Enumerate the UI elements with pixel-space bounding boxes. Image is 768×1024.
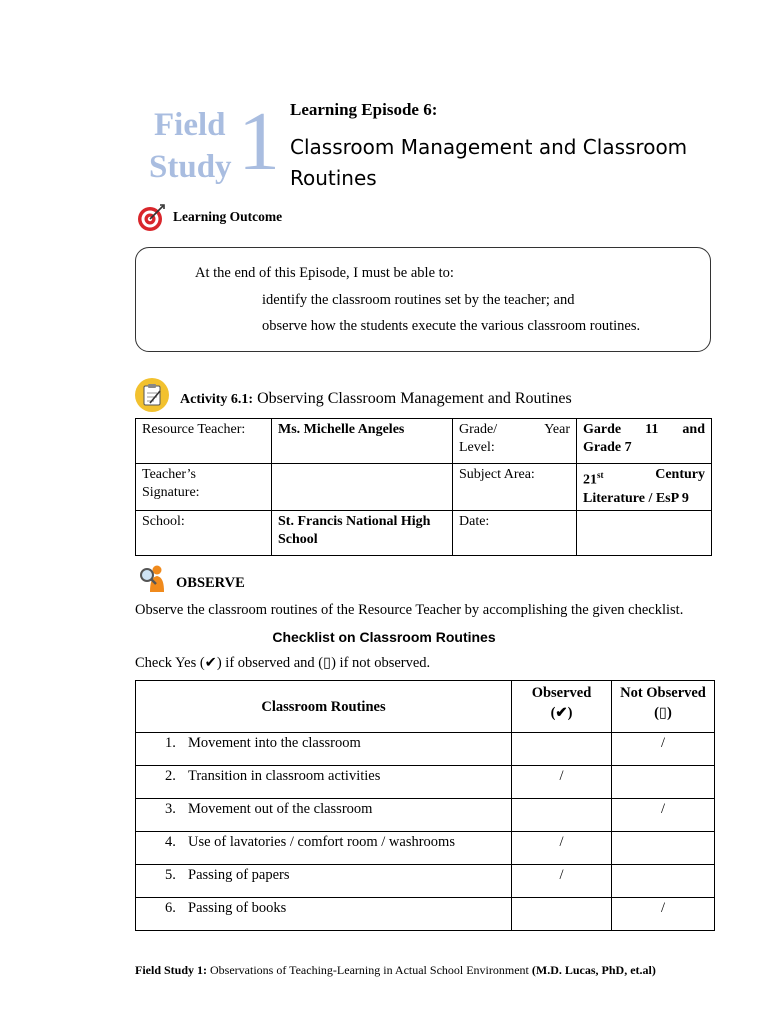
footer-text: Observations of Teaching-Learning in Actual School Environment: [210, 963, 529, 977]
routine-text: Passing of papers: [188, 867, 290, 883]
year-label-part: Year: [544, 422, 570, 437]
learning-outcome-label: Learning Outcome: [173, 209, 283, 224]
resource-teacher-value: Ms. Michelle Angeles: [272, 419, 453, 464]
routine-text: Transition in classroom activities: [188, 768, 381, 784]
routine-number: 1.: [165, 735, 176, 751]
table-header-row: [136, 681, 715, 733]
magnifier-person-icon: [138, 562, 170, 594]
footer-prefix: Field Study 1:: [135, 963, 208, 977]
check-instruction: Check Yes (✔) if observed and (▯) if not observed.: [135, 655, 431, 671]
signature-label: [136, 464, 272, 511]
outcome-item: observe how the students execute the various classroom routines.: [262, 318, 641, 334]
not-observed-header-mark: (▯): [654, 705, 672, 721]
grade-label-part: Grade/: [459, 422, 498, 437]
activity-heading: [180, 390, 572, 408]
routine-cell: [136, 733, 512, 766]
observed-cell[interactable]: [512, 799, 612, 832]
observed-header-label: Observed: [531, 685, 592, 701]
routine-cell: [136, 799, 512, 832]
date-value[interactable]: [577, 510, 712, 555]
activity-number: Activity 6.1:: [180, 392, 254, 407]
subject-area-value: [577, 464, 712, 511]
grade-level-value: [577, 419, 712, 464]
episode-title: Classroom Management and Classroom Routines: [290, 135, 688, 190]
field-word: Field: [154, 107, 226, 143]
footer-suffix: (M.D. Lucas, PhD, et.al): [531, 963, 656, 977]
target-icon: [136, 203, 166, 233]
table-row: [136, 510, 712, 555]
grade-value-line1: Garde 11 and: [583, 422, 705, 437]
table-row: [136, 832, 715, 865]
grade-level-label: [453, 419, 577, 464]
routine-text: Movement into the classroom: [188, 735, 361, 751]
activity-title: Observing Classroom Management and Routines: [257, 390, 572, 407]
outcome-item: identify the classroom routines set by the teacher; and: [262, 292, 575, 308]
table-row: [136, 865, 715, 898]
routine-text: Passing of books: [188, 900, 287, 916]
observed-cell[interactable]: /: [512, 832, 612, 865]
observed-cell[interactable]: [512, 733, 612, 766]
subject-rest: Century: [655, 467, 705, 482]
date-label: Date:: [453, 510, 577, 555]
observe-heading: OBSERVE: [176, 575, 245, 591]
routine-number: 4.: [165, 834, 176, 850]
routine-cell: [136, 898, 512, 931]
signature-value[interactable]: [272, 464, 453, 511]
signature-label-line2: Signature:: [142, 485, 200, 500]
not-observed-cell[interactable]: /: [612, 898, 715, 931]
subject-num: 21: [583, 472, 597, 488]
table-row: [136, 419, 712, 464]
school-value: St. Francis National High School: [272, 510, 453, 555]
table-row: [136, 766, 715, 799]
table-row: [136, 733, 715, 766]
routine-text: Movement out of the classroom: [188, 801, 373, 817]
routine-number: 2.: [165, 768, 176, 784]
subject-line2: Literature / EsP 9: [583, 490, 689, 506]
routine-cell: [136, 865, 512, 898]
table-row: [136, 898, 715, 931]
field-study-number: 1: [238, 95, 280, 188]
school-label: School:: [136, 510, 272, 555]
resource-teacher-label: Resource Teacher:: [136, 419, 272, 464]
not-observed-cell[interactable]: [612, 832, 715, 865]
routines-checklist: [135, 680, 715, 931]
grade-value-line2: Grade 7: [583, 440, 632, 455]
not-observed-header-label: Not Observed: [620, 685, 706, 701]
routine-cell: [136, 832, 512, 865]
not-observed-header: [612, 681, 715, 733]
not-observed-cell[interactable]: [612, 865, 715, 898]
checklist-title: Checklist on Classroom Routines: [272, 629, 496, 645]
subject-area-label: Subject Area:: [453, 464, 577, 511]
activity-info-table: [135, 418, 712, 556]
clipboard-icon: [134, 377, 170, 413]
routine-number: 3.: [165, 801, 176, 817]
outcome-intro: At the end of this Episode, I must be able to:: [195, 265, 454, 281]
observed-header-mark: (✔): [550, 705, 573, 721]
routine-number: 6.: [165, 900, 176, 916]
not-observed-cell[interactable]: /: [612, 733, 715, 766]
page-footer: [135, 963, 656, 978]
subject-sup: st: [597, 470, 604, 480]
table-row: [136, 799, 715, 832]
routine-cell: [136, 766, 512, 799]
observed-cell[interactable]: /: [512, 865, 612, 898]
observed-cell[interactable]: /: [512, 766, 612, 799]
episode-label: Learning Episode 6:: [290, 100, 438, 119]
observed-header: [512, 681, 612, 733]
not-observed-cell[interactable]: [612, 766, 715, 799]
routines-header: Classroom Routines: [136, 681, 512, 733]
routine-number: 5.: [165, 867, 176, 883]
study-word: Study: [149, 149, 232, 185]
level-label-part: Level:: [459, 440, 495, 455]
signature-label-line1: Teacher’s: [142, 467, 196, 482]
routine-text: Use of lavatories / comfort room / washrooms: [188, 834, 455, 850]
observed-cell[interactable]: [512, 898, 612, 931]
observe-instruction: Observe the classroom routines of the Resource Teacher by accomplishing the given checklist.: [135, 602, 684, 618]
table-row: [136, 464, 712, 511]
not-observed-cell[interactable]: /: [612, 799, 715, 832]
